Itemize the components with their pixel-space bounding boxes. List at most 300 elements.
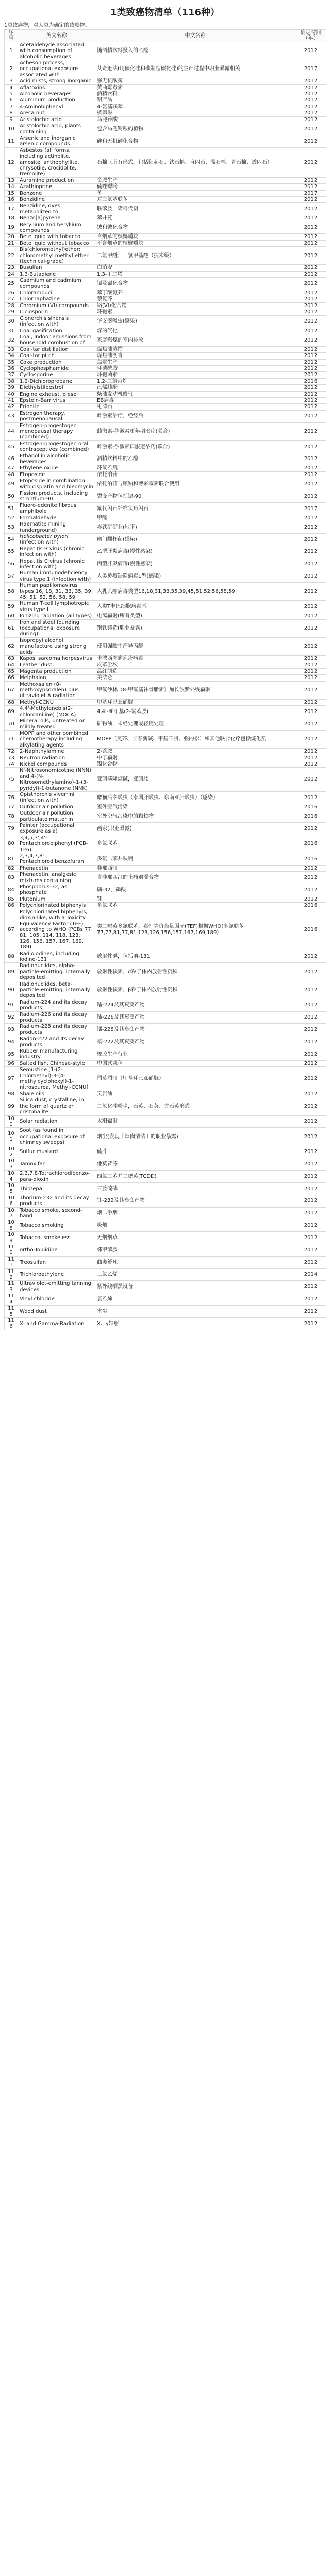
table-row [5,884,326,896]
row-number: 66 [5,675,18,681]
row-chinese-name: 页岩油 [95,1091,295,1097]
row-number: 74 [5,761,18,767]
row-english-name: Mineral oils, untreated or mildly treated [18,718,95,731]
row-number: 97 [5,1067,18,1091]
table-row [5,315,326,328]
row-number: 62 [5,637,18,655]
row-year: 2016 [295,909,326,951]
row-year: 2012 [295,1219,326,1232]
row-chinese-name: 不含烟草的槟榔嚼块 [95,240,295,246]
table-row [5,533,326,546]
row-year: 2012 [295,1091,326,1097]
row-number: 77 [5,804,18,810]
table-row [5,853,326,866]
table-row [5,422,326,440]
table-row [5,234,326,240]
row-number: 45 [5,440,18,453]
row-chinese-name: 铬(VI)化合物 [95,302,295,309]
row-year: 2012 [295,533,326,546]
table-row [5,290,326,296]
row-number: 60 [5,613,18,619]
row-english-name: Radium-224 and its decay products [18,999,95,1011]
row-year: 2012 [295,404,326,410]
row-chinese-name: 矿物油，未经处理或轻度处理 [95,718,295,731]
row-year: 2012 [295,334,326,346]
row-number: 57 [5,570,18,583]
row-year: 2012 [295,302,326,309]
row-number: 108 [5,1219,18,1232]
table-row [5,265,326,271]
row-year: 2012 [295,372,326,378]
row-year: 2012 [295,410,326,422]
row-year: 2012 [295,583,326,601]
row-english-name: 2-Naphthylamine [18,749,95,755]
table-row [5,391,326,397]
row-year: 2012 [295,196,326,202]
row-number: 98 [5,1091,18,1097]
row-year: 2016 [295,853,326,866]
table-row [5,699,326,705]
row-year: 2012 [295,440,326,453]
row-english-name: Chlorambucil [18,290,95,296]
table-row [5,471,326,478]
table-row [5,84,326,91]
row-english-name: Phenacetin, analgesic mixtures containing [18,872,95,884]
row-chinese-name: 钚 [95,896,295,902]
row-number: 65 [5,668,18,674]
row-english-name: Coal-tar distillation [18,346,95,352]
row-year: 2012 [295,271,326,277]
row-number: 16 [5,196,18,202]
row-year: 2012 [295,1067,326,1091]
row-chinese-name: 中子辐射 [95,755,295,761]
row-english-name: Radium-228 and its decay products [18,1024,95,1036]
row-year: 2012 [295,823,326,835]
row-chinese-name: 环磷酰胺 [95,365,295,371]
row-chinese-name: 强无机酸雾 [95,78,295,84]
row-chinese-name: 曲奥舒凡 [95,1256,295,1268]
row-english-name: Chlornaphazine [18,296,95,302]
row-year: 2012 [295,116,326,123]
header-chinese-name: 中文名称 [95,30,295,42]
row-english-name: Coal gasification [18,328,95,334]
table-row [5,346,326,352]
table-row [5,97,326,104]
row-chinese-name: 钢铁铸造(职业暴露) [95,619,295,637]
row-english-name: Ionizing radiation (all types) [18,613,95,619]
row-number: 46 [5,453,18,465]
row-chinese-name: 室外空气污染 [95,804,295,810]
row-english-name: Coal, indoor emissions from household combustion of [18,334,95,346]
table-row [5,110,326,116]
table-row [5,334,326,346]
row-chinese-name: 邻甲苯胺 [95,1244,295,1257]
table-row [5,1011,326,1024]
row-year: 2014 [295,1268,326,1281]
table-body [5,42,326,1330]
row-number: 75 [5,768,18,792]
row-number: 9 [5,116,18,123]
row-year: 2012 [295,1024,326,1036]
table-row [5,359,326,365]
row-chinese-name: 吸烟 [95,1219,295,1232]
row-number: 56 [5,558,18,570]
table-row [5,1281,326,1293]
row-english-name: Plutonium [18,896,95,902]
row-year: 2012 [295,465,326,471]
row-chinese-name: 甲醛 [95,515,295,521]
row-english-name: Engine exhaust, diesel [18,391,95,397]
row-number: 73 [5,755,18,761]
row-english-name: Sulfur mustard [18,1146,95,1158]
row-chinese-name: 毛沸石 [95,404,295,410]
row-number: 110 [5,1244,18,1257]
table-header-row [5,30,326,42]
row-year: 2012 [295,104,326,110]
row-year: 2012 [295,668,326,674]
row-year: 2012 [295,951,326,963]
row-english-name: Human immunodeficiency virus type 1 (infection with) [18,570,95,583]
row-english-name: Bis(chloromethyl)ether; chloromethyl methyl ether (technical-grade) [18,247,95,265]
table-row [5,981,326,999]
row-year: 2017 [295,190,326,196]
row-year: 2012 [295,397,326,403]
row-number: 105 [5,1182,18,1195]
row-number: 82 [5,865,18,871]
table-row [5,896,326,902]
table-row [5,1195,326,1207]
row-number: 58 [5,583,18,601]
row-year: 2012 [295,675,326,681]
table-row [5,203,326,215]
row-english-name: Silica dust, crystalline, in the form of quartz or cristobalite [18,1097,95,1115]
row-number: 20 [5,234,18,240]
row-english-name: 2,3,7,8-Tetrachlorodibenzo-para-dioxin [18,1171,95,1183]
row-chinese-name: 硫芥 [95,1146,295,1158]
row-year: 2012 [295,1171,326,1183]
row-chinese-name: 烟二手烟 [95,1207,295,1219]
row-chinese-name: 甲氧沙林（8-甲氧基补骨脂素）加长波紫外线辐射 [95,681,295,699]
row-year: 2012 [295,1146,326,1158]
row-english-name: Tobacco smoking [18,1219,95,1232]
row-english-name: Hepatitis C virus (chronic infection with) [18,558,95,570]
row-chinese-name: 随酒精饮料摄入的乙醛 [95,42,295,60]
row-number: 107 [5,1207,18,1219]
row-chinese-name: 华支睾吸虫(感染) [95,315,295,328]
row-year: 2012 [295,422,326,440]
table-row [5,810,326,823]
row-chinese-name: 雌激素-孕激素更年期治疗(联合) [95,422,295,440]
page-subtitle: 1类致癌物，对人类为确定的致癌物。 [4,23,90,28]
row-year: 2012 [295,328,326,334]
table-row [5,872,326,884]
row-number: 111 [5,1256,18,1268]
table-row [5,546,326,558]
row-year: 2012 [295,1036,326,1048]
row-year: 2012 [295,1293,326,1306]
table-row [5,1268,326,1281]
row-english-name: Ethylene oxide [18,465,95,471]
row-english-name: Aflatoxins [18,84,95,91]
row-number: 27 [5,296,18,302]
row-chinese-name: 含非那西汀的止痛剂混合物 [95,872,295,884]
table-row [5,378,326,384]
table-row [5,1232,326,1244]
row-english-name: Tamoxifen [18,1158,95,1171]
row-chinese-name: 镉及镉化合物 [95,278,295,290]
row-chinese-name: 丙型肝炎病毒(慢性感染) [95,558,295,570]
row-chinese-name: X、γ辐射 [95,1317,295,1330]
table-row [5,903,326,909]
row-number: 67 [5,681,18,699]
row-number: 32 [5,334,18,346]
row-year: 2016 [295,804,326,810]
row-year: 2012 [295,865,326,871]
row-year: 2012 [295,1317,326,1330]
row-number: 44 [5,422,18,440]
row-english-name: Erionite [18,404,95,410]
row-english-name: Estrogen-progestogen menopausal therapy (combined) [18,422,95,440]
row-year: 2012 [295,999,326,1011]
table-row [5,328,326,334]
row-number: 43 [5,410,18,422]
row-chinese-name: 黄曲霉毒素 [95,84,295,91]
table-row [5,222,326,234]
row-year: 2012 [295,1207,326,1219]
row-number: 52 [5,515,18,521]
row-year: 2012 [295,515,326,521]
row-year: 2012 [295,749,326,755]
row-year: 2012 [295,761,326,767]
row-number: 42 [5,404,18,410]
row-year: 2012 [295,135,326,147]
row-year: 2012 [295,1195,326,1207]
row-year: 2012 [295,791,326,804]
table-row [5,271,326,277]
row-chinese-name: 四氯二苯并二噁英(TCDD) [95,1171,295,1183]
row-year: 2012 [295,1306,326,1318]
row-year: 2012 [295,1060,326,1066]
row-year: 2012 [295,558,326,570]
table-row [5,240,326,246]
row-year: 2012 [295,315,326,328]
table-row [5,521,326,534]
row-english-name: Acetaldehyde associated with consumption of alcoholic beverages [18,42,95,60]
row-english-name: Human T-cell lymphotropic virus type I [18,601,95,613]
row-number: 15 [5,190,18,196]
row-english-name: Radium-226 and its decay products [18,1011,95,1024]
row-year: 2012 [295,391,326,397]
row-number: 85 [5,896,18,902]
table-row [5,440,326,453]
table-row [5,613,326,619]
row-number: 101 [5,1128,18,1146]
row-english-name: Benzidine [18,196,95,202]
table-row [5,755,326,761]
row-chinese-name: 幽门螺杆菌(感染) [95,533,295,546]
row-number: 81 [5,853,18,866]
table-row [5,804,326,810]
table-row [5,196,326,202]
page-title: 1类致癌物清单（116种） [110,7,220,18]
row-chinese-name: 依托泊苷 [95,471,295,478]
row-english-name: Betel quid with tobacco [18,234,95,240]
row-chinese-name: 氟代闪石纤维状角闪石 [95,502,295,515]
row-year: 2012 [295,1256,326,1268]
row-chinese-name: 氯乙烯 [95,1293,295,1306]
row-number: 76 [5,791,18,804]
row-year: 2012 [295,471,326,478]
row-chinese-name: 酒精饮料中的乙醇 [95,453,295,465]
row-chinese-name: 4-氨基联苯 [95,104,295,110]
table-row [5,410,326,422]
row-number: 99 [5,1097,18,1115]
table-row [5,1207,326,1219]
row-year: 2012 [295,730,326,748]
row-number: 92 [5,1011,18,1024]
row-chinese-name: 放射性核素，β粒子体内放射性沉积 [95,981,295,999]
row-chinese-name: 电离辐射(所有类型) [95,613,295,619]
table-row [5,353,326,359]
row-chinese-name: 无烟烟草 [95,1232,295,1244]
row-english-name: X- and Gamma-Radiation [18,1317,95,1330]
row-number: 10 [5,123,18,135]
row-number: 6 [5,97,18,104]
row-english-name: Iron and steel founding (occupational exposure during) [18,619,95,637]
row-year: 2012 [295,1232,326,1244]
row-chinese-name: 太阳辐射 [95,1115,295,1128]
row-number: 2 [5,60,18,78]
row-number: 88 [5,951,18,963]
row-chinese-name: 他莫昔芬 [95,1158,295,1171]
row-number: 8 [5,110,18,116]
table-row [5,570,326,583]
row-chinese-name: 甲基环己亚硝脲 [95,699,295,705]
row-english-name: Tobacco smoke, second-hand [18,1207,95,1219]
carcinogen-table [4,29,326,1330]
row-chinese-name: 砷和无机砷化合物 [95,135,295,147]
row-english-name: Ultraviolet-emitting tanning devices [18,1281,95,1293]
table-row [5,656,326,662]
table-row [5,302,326,309]
row-number: 106 [5,1195,18,1207]
row-english-name: Kaposi sarcoma herpesvirus [18,656,95,662]
row-number: 102 [5,1146,18,1158]
table-row [5,835,326,853]
row-chinese-name: 煤焦油蒸馏 [95,346,295,352]
row-year: 2012 [295,247,326,265]
row-number: 91 [5,999,18,1011]
table-row [5,453,326,465]
row-chinese-name: 紫外线晒黑设备 [95,1281,295,1293]
row-chinese-name: 麝猫后睾吸虫（泰国肝吸虫、东南亚肝吸虫）（感染） [95,791,295,804]
table-row [5,662,326,668]
row-chinese-name: MOPP（氮芥、长春新碱、甲基苄肼、强的松）和其他联合化疗包括烷化剂 [95,730,295,748]
table-row [5,823,326,835]
row-year: 2012 [295,706,326,718]
row-chinese-name: 烟尘(发现于烟囱清洁工的职业暴露) [95,1128,295,1146]
row-year: 2017 [295,502,326,515]
row-chinese-name: 环孢素 [95,309,295,315]
row-chinese-name: 卡波西肉瘤疱疹病毒 [95,656,295,662]
row-number: 96 [5,1060,18,1066]
table-row [5,1182,326,1195]
row-year: 2012 [295,681,326,699]
row-year: 2012 [295,601,326,613]
row-english-name: Estrogen-progestogen oral contraceptives (combined) [18,440,95,453]
row-english-name: Salted fish, Chinese-style [18,1060,95,1066]
row-number: 72 [5,749,18,755]
row-year: 2012 [295,613,326,619]
row-english-name: Polychlorinated biphenyls [18,903,95,909]
row-english-name: Shale oils [18,1091,95,1097]
row-chinese-name: 艾奇逊法(用碳化硅和碳制造碳化硅)的生产过程中职业暴露相关 [95,60,295,78]
row-number: 37 [5,372,18,378]
row-chinese-name: 煤的气化 [95,328,295,334]
row-number: 41 [5,397,18,403]
row-year: 2016 [295,835,326,853]
row-number: 1 [5,42,18,60]
row-number: 35 [5,359,18,365]
row-english-name: Ethanol in alcoholic beverages [18,453,95,465]
table-row [5,1306,326,1318]
row-chinese-name: 对二氨基联苯 [95,196,295,202]
table-row [5,490,326,503]
table-row [5,668,326,674]
table-row [5,999,326,1011]
row-english-name: Radionuclides, alpha-particle-emitting, internally deposited [18,963,95,981]
row-number: 23 [5,265,18,271]
row-year: 2012 [295,637,326,655]
row-number: 18 [5,215,18,222]
table-row [5,404,326,410]
row-number: 53 [5,521,18,534]
row-chinese-name: 包含马兜铃酸的植物 [95,123,295,135]
row-english-name: MOPP and other combined chemotherapy including alkylating agents [18,730,95,748]
row-chinese-name: 钍-232及其衰变产物 [95,1195,295,1207]
row-number: 5 [5,91,18,97]
row-year: 2012 [295,123,326,135]
row-year: 2012 [295,619,326,637]
row-number: 34 [5,353,18,359]
row-english-name: Acheson process, occupational exposure associated with [18,60,95,78]
row-chinese-name: 画家(职业暴露) [95,823,295,835]
row-chinese-name: 含烟草的槟榔嚼块 [95,234,295,240]
row-number: 28 [5,302,18,309]
row-chinese-name: 室外空气污染中的颗粒物 [95,810,295,823]
row-number: 94 [5,1036,18,1048]
row-english-name: Opisthorchis viverrini (infection with) [18,791,95,804]
table-row [5,215,326,222]
row-number: 71 [5,730,18,748]
row-english-name: Treosulfan [18,1256,95,1268]
row-english-name: Busulfan [18,265,95,271]
row-year: 2012 [295,1281,326,1293]
row-english-name: Soot (as found in occupational exposure of chimney sweeps) [18,1128,95,1146]
row-chinese-name: 人乳头瘤病毒类型16,18,31,33,35,39,45,51,52,56,58,59 [95,583,295,601]
row-english-name: Phenacetin [18,865,95,871]
row-year: 2012 [295,240,326,246]
row-english-name: Vinyl chloride [18,1293,95,1306]
table-row [5,184,326,190]
table-row [5,1146,326,1158]
row-chinese-name: 煤焦油沥青 [95,353,295,359]
row-chinese-name: 环孢菌素 [95,372,295,378]
row-english-name: Polychlorinated biphenyls, dioxin-like, with a Toxicity Equivalency Factor (TEF) according to WHO (PCBs 77, 81, 105, 114, 118, 123, 126, 156, 157, 167, 169, 189) [18,909,95,951]
row-chinese-name: 皮革尘埃 [95,662,295,668]
table-row [5,558,326,570]
row-chinese-name: 马兜铃酸 [95,116,295,123]
